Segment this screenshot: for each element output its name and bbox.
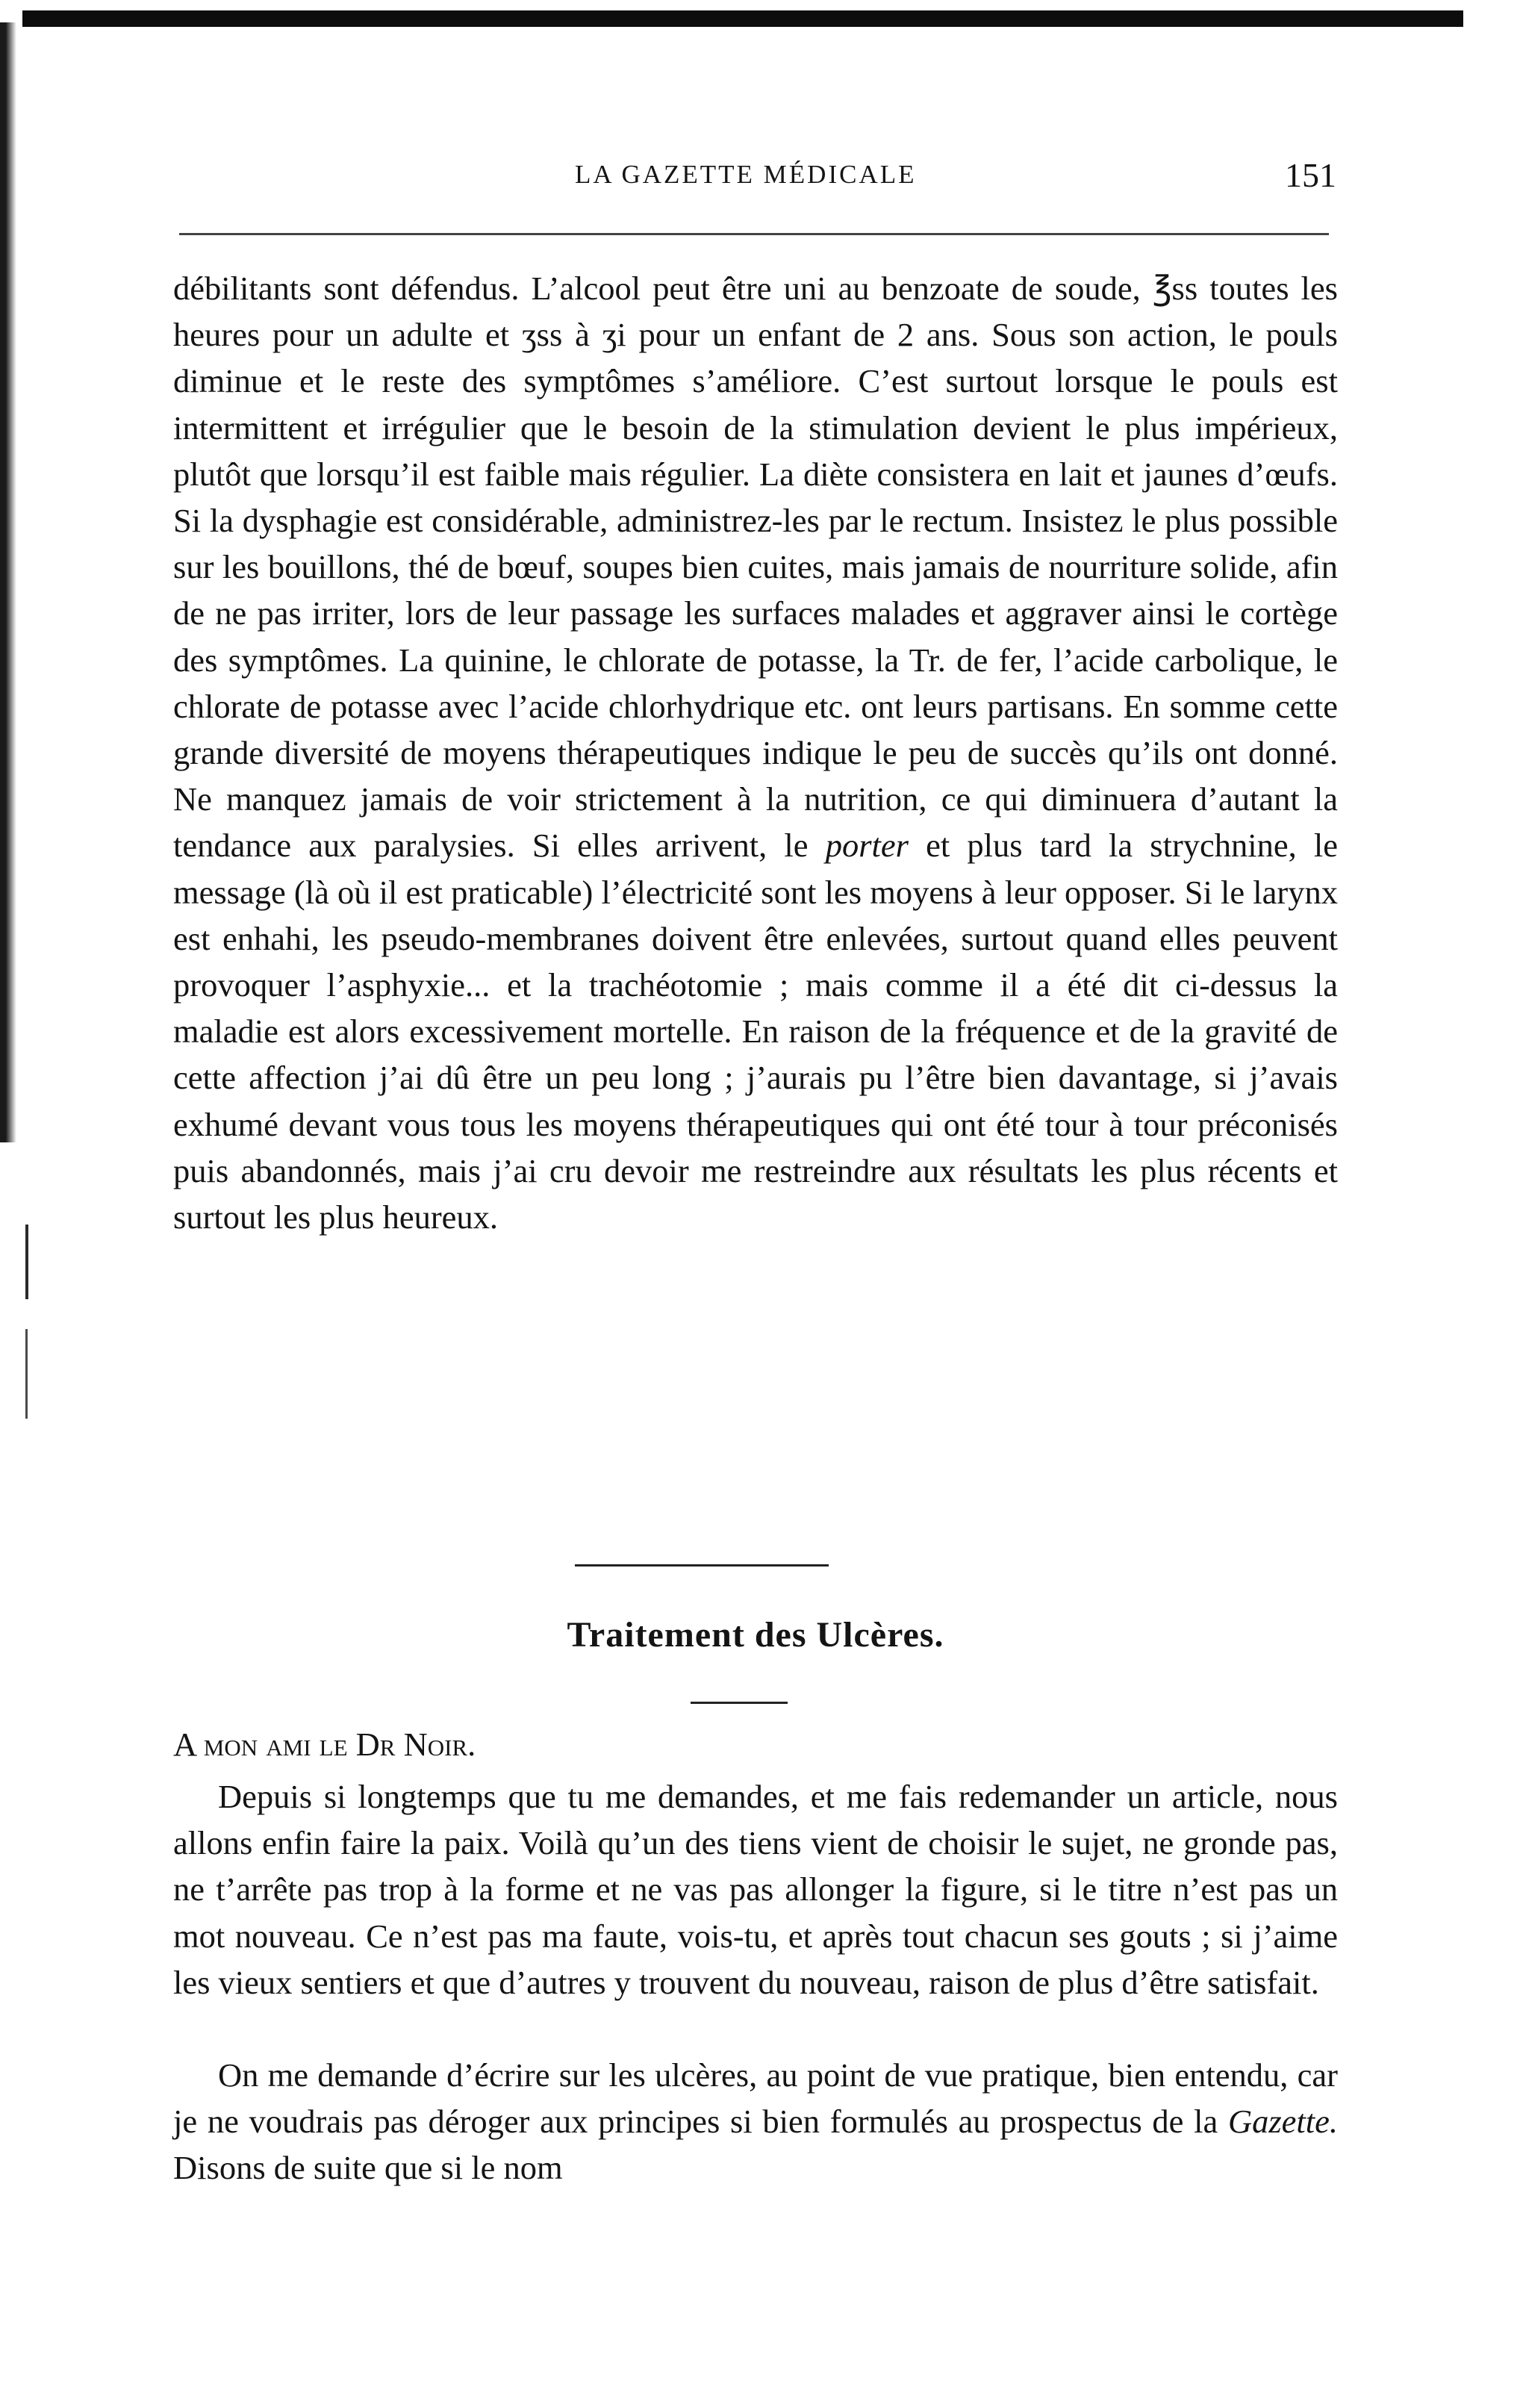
running-head [172,155,1336,200]
running-title: LA GAZETTE MÉDICALE [575,160,917,189]
paragraph-text: Disons de suite que si le nom [173,2149,563,2187]
paragraph [173,2052,1338,2191]
body-text [173,1773,1338,2006]
section-title: Traitement des Ulcères. [567,1615,944,1655]
title-rule [691,1702,788,1704]
paragraph: Depuis si longtemps que tu me demandes, et me fais redemander un article, nous allons enfin faire la paix. Voilà qu’un des tiens vient de choisir le sujet, ne gronde pas, ne t’arrête pas trop à la forme et ne vas pas allonger la figure, si le titre n’est pas un mot nouveau. Ce n’est pas ma faute, vois-tu, et après tout chacun ses gouts ; si j’aime les vieux sentiers et que d’autres y trouvent du nouveau, raison de plus d’être satisfait. [173,1778,1338,2001]
page-left-edge [0,22,16,1142]
italic-word: porter [825,827,909,865]
page-top-edge [22,10,1463,27]
section-separator [575,1564,829,1567]
header-rule [179,233,1329,235]
body-text [173,265,1338,1240]
dedication: A mon ami le Dr Noir. [173,1726,476,1763]
page-left-edge-mark [25,1225,28,1299]
body-text [173,2052,1338,2191]
page-left-edge-mark [25,1329,28,1419]
paragraph-continued [173,265,1338,1240]
paragraph-text: débilitants sont défendus. L’alcool peut être uni au benzoate de soude, ℥ss toutes les heures pour un adulte et ʒss à ʒi pour un enfant de 2 ans. Sous son action, le pouls diminue et le reste des symptômes s’améliore. C’est surtout lorsque le pouls est intermittent et irrégulier que le besoin de la stimulation devient le plus impérieux, plutôt que lorsqu’il est faible mais régulier. La diète consistera en lait et jaunes d’œufs. Si la dysphagie est considérable, administrez-les par le rectum. Insistez le plus possible sur les bouillons, thé de bœuf, soupes bien cuites, mais jamais de nourriture solide, afin de ne pas irriter, lors de leur passage les surfaces malades et aggraver ainsi le cortège des symptômes. La quinine, le chlorate de potasse, la Tr. de fer, l’acide carbolique, le chlorate de potasse avec l’acide chlorhydrique etc. ont leurs partisans. En somme cette grande diversité de moyens thérapeutiques indique le peu de succès qu’ils ont donné. Ne manquez jamais de voir strictement à la nutrition, ce qui diminuera d’autant la tendance aux paralysies. Si elles arrivent, le [173,270,1338,865]
page-number: 151 [1285,156,1336,194]
paragraph-text: et plus tard la strychnine, le message (là où il est praticable) l’électricité sont les moyens à leur opposer. Si le larynx est enhahi, les pseudo-membranes doivent être enlevées, surtout quand elles peuvent provoquer l’asphyxie... et la trachéotomie ; mais comme il a été dit ci-dessus la maladie est alors excessivement mortelle. En raison de la fréquence et de la gravité de cette affection j’ai dû être un peu long ; j’aurais pu l’être bien davantage, si j’avais exhumé devant vous tous les moyens thérapeutiques qui ont été tour à tour préconisés puis abandonnés, mais j’ai cru devoir me restreindre aux résultats les plus récents et surtout les plus heureux. [173,827,1339,1236]
italic-word: Gazette. [1227,2103,1338,2141]
paragraph-text: On me demande d’écrire sur les ulcères, au point de vue pratique, bien entendu, car je ne voudrais pas déroger aux principes si bien formulés au prospectus de la [173,2056,1338,2141]
